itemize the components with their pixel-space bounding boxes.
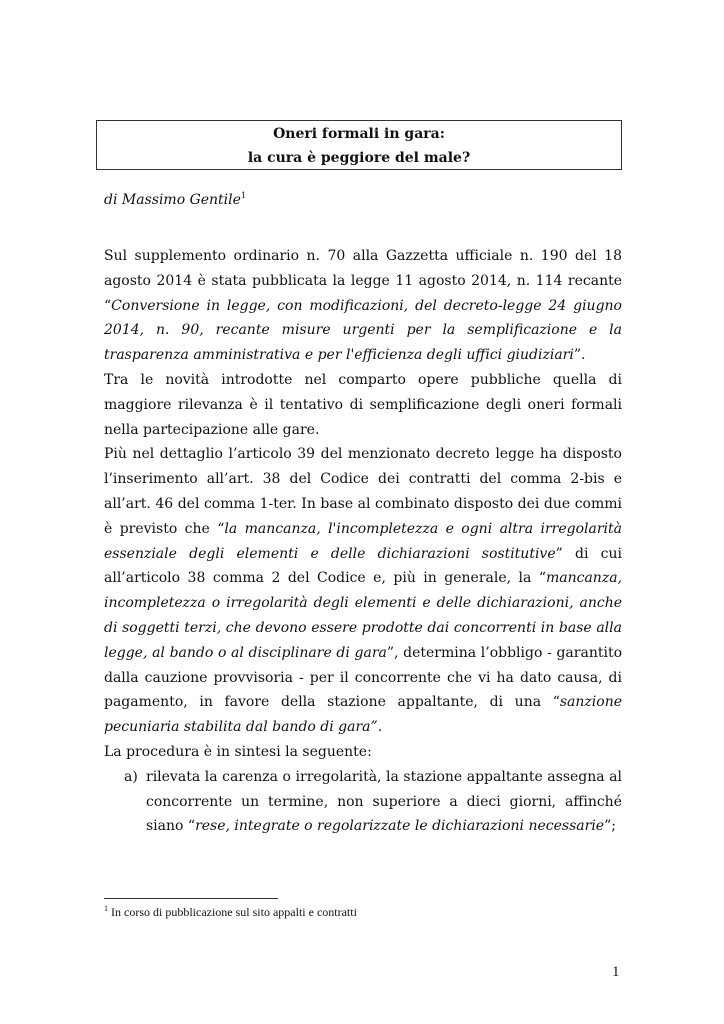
title-box [96,120,622,170]
page-number: 1 [612,964,620,980]
body-text [104,244,622,839]
paragraph-1 [104,244,622,368]
quote-sanzione: sanzione pecuniaria stabilita dal bando di gara” [104,694,622,736]
list-item-end: ”; [604,818,616,835]
law-title-quote: Conversione in legge, con modificazioni, del decreto-legge 24 giugno 2014, n. 90, recante misure urgenti per la semplificazione e la trasparenza amministrativa e per l'efficienza degli uffici giudiziari [104,297,622,364]
paragraph-3 [104,442,622,740]
title-line-1: Oneri formali in gara: [273,126,445,142]
footnote-text: In corso di pubblicazione sul sito appalti e contratti [111,905,357,919]
paragraph-3-text-c: ” di cui all’articolo 38 comma 2 del Codice e, più in generale, la “ [104,545,622,587]
list-item-label: a) [124,768,138,785]
footnote-reference[interactable]: 1 [240,191,247,200]
quote-comma-2bis: la mancanza, l'incompletezza e ogni altra irregolarità essenziale degli elementi e delle dichiarazioni sostitutive [104,520,622,562]
paragraph-3-end: . [377,719,383,736]
paragraph-3-text-e: ”, determina l’obbligo - garantito dalla cauzione provvisoria - per il concorrente che vi ha dato causa, di pagamento, in favore della stazione appaltante, di una “ [104,644,622,711]
list-item-quote: rese, integrate o regolarizzate le dichiarazioni necessarie [195,818,605,835]
paragraph-3-text-a: Più nel dettaglio l’articolo 39 del menzionato decreto legge ha disposto l’inserimento all’art. 38 del Codice dei contratti del comma 2-bis e all’art. 46 del comma 1-ter. In base al combinato disposto dei due commi è previsto che “ [104,446,622,537]
footnote-separator [104,898,278,899]
title-line-2: la cura è peggiore del male? [247,150,471,166]
paragraph-1-text: Sul supplemento ordinario n. 70 alla Gazzetta ufficiale n. 190 del 18 agosto 2014 è stata pubblicata la legge 11 agosto 2014, n. 114 recante “ [104,248,622,314]
footnote [104,904,357,920]
list-item-text: rilevata la carenza o irregolarità, la stazione appaltante assegna al concorrente un termine, non superiore a dieci giorni, affinché siano “ [146,768,622,835]
author-name: di Massimo Gentile [104,192,241,208]
paragraph-4: La procedura è in sintesi la seguente: [104,743,372,760]
quote-comma-1ter: mancanza, incompletezza o irregolarità degli elementi e delle dichiarazioni, anche di soggetti terzi, che devono essere prodotte dai concorrenti in base alla legge, al bando o al disciplinare di gara [104,570,622,661]
list-item-a [104,765,622,839]
paragraph-1-end: ”. [573,347,586,364]
footnote-number: 1 [104,904,108,913]
paragraph-2: Tra le novità introdotte nel comparto opere pubbliche quella di maggiore rilevanza è il tentativo di semplificazione degli oneri formali nella partecipazione alle gare. [104,371,622,438]
author-line [104,191,246,208]
